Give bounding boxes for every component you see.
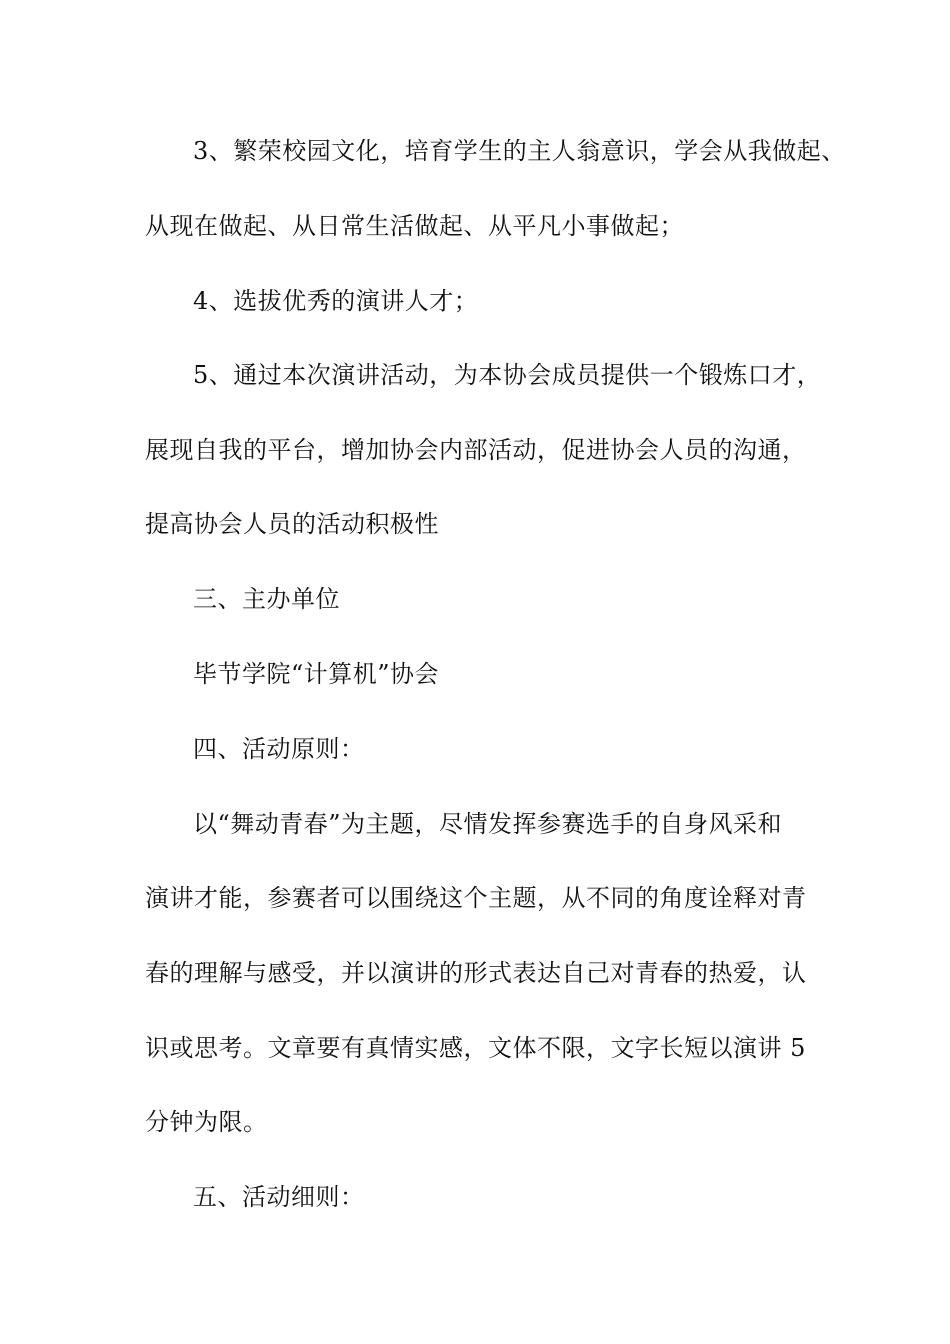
text-line: 春的理解与感受，并以演讲的形式表达自己对青春的热爱，认	[145, 959, 807, 987]
text-line: 5、通过本次演讲活动，为本协会成员提供一个锻炼口才，	[193, 361, 822, 389]
text-line: 识或思考。文章要有真情实感，文体不限，文字长短以演讲 5	[145, 1034, 806, 1062]
text-line: 3、繁荣校园文化，培育学生的主人翁意识，学会从我做起、	[193, 137, 846, 165]
text-line: 演讲才能，参赛者可以围绕这个主题，从不同的角度诠释对青	[145, 884, 807, 912]
text-line: 提高协会人员的活动积极性	[145, 510, 439, 538]
section-heading: 三、主办单位	[193, 585, 340, 613]
text-line: 毕节学院“计算机”协会	[193, 660, 440, 688]
text-line: 4、选拔优秀的演讲人才；	[193, 287, 479, 315]
section-heading: 四、活动原则：	[193, 735, 365, 763]
text-line: 分钟为限。	[145, 1108, 268, 1136]
text-line: 从现在做起、从日常生活做起、从平凡小事做起；	[145, 212, 684, 240]
text-line: 展现自我的平台，增加协会内部活动，促进协会人员的沟通，	[145, 436, 807, 464]
text-line: 以“舞动青春”为主题，尽情发挥参赛选手的自身风采和	[193, 810, 783, 838]
section-heading: 五、活动细则：	[193, 1183, 365, 1211]
